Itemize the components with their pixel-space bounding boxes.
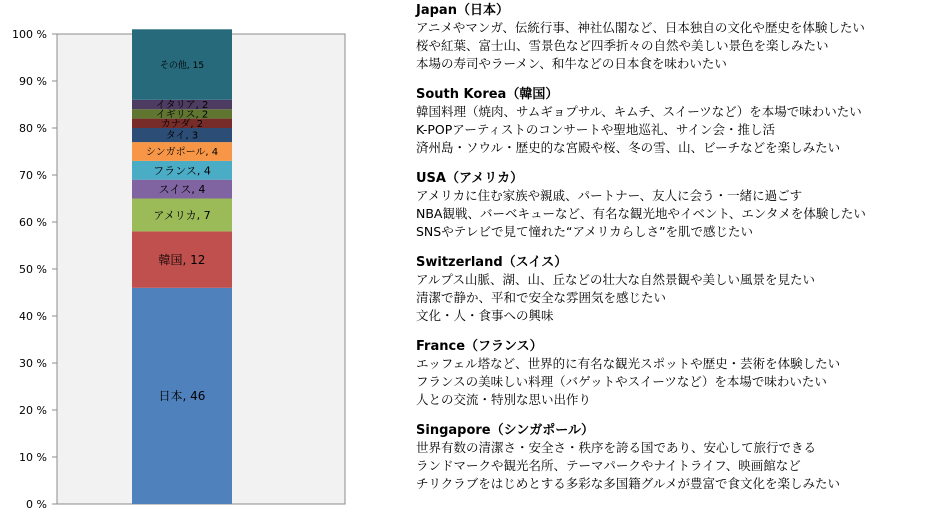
reason-item: エッフェル塔など、世界的に有名な観光スポットや歴史・芸術を体験したい: [416, 356, 841, 371]
reason-item: 清潔で静か、平和で安全な雰囲気を感じたい: [416, 290, 667, 305]
segment-label: 日本, 46: [158, 389, 206, 404]
reason-item: K-POPアーティストのコンサートや聖地巡礼、サイン会・推し活: [416, 122, 776, 137]
country-block-usa: [416, 170, 928, 241]
reason-item: 本場の寿司やラーメン、和牛などの日本食を味わいたい: [416, 56, 727, 71]
segment-label: 韓国, 12: [158, 252, 206, 267]
y-tick-label: 40 %: [19, 310, 47, 323]
country-title: Switzerland（スイス）: [416, 255, 568, 270]
segment-label: タイ, 3: [165, 130, 199, 142]
y-tick-label: 10 %: [19, 451, 47, 464]
stacked-bar-chart: [0, 0, 412, 521]
country-title: South Korea（韓国）: [416, 87, 559, 102]
segment-label: シンガポール, 4: [145, 147, 219, 159]
reason-item: ランドマークや観光名所、テーマパークやナイトライフ、映画館など: [416, 458, 801, 473]
segment-label: スイス, 4: [158, 183, 206, 197]
reasons-panel: [416, 2, 928, 506]
country-title: USA（アメリカ）: [416, 171, 524, 186]
segment-label: カナダ, 2: [160, 118, 204, 130]
y-tick-label: 100 %: [12, 28, 47, 41]
reason-item: チリクラブをはじめとする多彩な多国籍グルメが豊富で食文化を楽しみたい: [416, 476, 841, 491]
segment-label: イギリス, 2: [155, 109, 209, 121]
segment-label: フランス, 4: [153, 164, 211, 178]
country-title: Japan（日本）: [416, 3, 509, 18]
reason-item: フランスの美味しい料理（バゲットやスイーツなど）を本場で味わいたい: [416, 374, 827, 389]
y-tick-label: 60 %: [19, 216, 47, 229]
y-tick-label: 70 %: [19, 169, 47, 182]
y-tick-label: 50 %: [19, 263, 47, 276]
reason-item: アニメやマンガ、伝統行事、神社仏閣など、日本独自の文化や歴史を体験したい: [416, 20, 865, 35]
reason-item: 文化・人・食事への興味: [416, 308, 554, 323]
reason-item: アメリカに住む家族や親戚、パートナー、友人に会う・一緒に過ごす: [416, 188, 803, 203]
reason-item: アルプス山脈、湖、山、丘などの壮大な自然景観や美しい風景を見たい: [416, 272, 816, 287]
reason-item: 韓国料理（焼肉、サムギョプサル、キムチ、スイーツなど）を本場で味わいたい: [416, 104, 862, 119]
reason-item: SNSやテレビで見て憧れた“アメリカらしさ”を肌で感じたい: [416, 224, 754, 239]
y-tick-label: 90 %: [19, 75, 47, 88]
y-tick-label: 30 %: [19, 357, 47, 370]
reason-item: 世界有数の清潔さ・安全さ・秩序を誇る国であり、安心して旅行できる: [416, 440, 817, 455]
segment-label: イタリア, 2: [155, 100, 209, 112]
reason-item: NBA観戦、バーベキューなど、有名な観光地やイベント、エンタメを体験したい: [416, 206, 866, 221]
y-axis-ticks: [12, 28, 57, 511]
reason-item: 人との交流・特別な思い出作り: [416, 392, 592, 407]
country-block-korea: [416, 86, 928, 157]
country-title: France（フランス）: [416, 339, 543, 354]
y-tick-label: 80 %: [19, 122, 47, 135]
country-title: Singapore（シンガポール）: [416, 423, 595, 438]
y-tick-label: 20 %: [19, 404, 47, 417]
country-block-switzerland: [416, 254, 928, 325]
country-block-singapore: [416, 422, 928, 493]
segment-label: アメリカ, 7: [153, 208, 211, 222]
y-tick-label: 0 %: [26, 498, 47, 511]
reason-item: 桜や紅葉、富士山、雪景色など四季折々の自然や美しい景色を楽しみたい: [416, 38, 829, 53]
country-block-japan: [416, 2, 928, 73]
reason-item: 済州島・ソウル・歴史的な宮殿や桜、冬の雪、山、ビーチなどを楽しみたい: [416, 140, 841, 155]
segment-label: その他, 15: [159, 60, 205, 71]
country-block-france: [416, 338, 928, 409]
